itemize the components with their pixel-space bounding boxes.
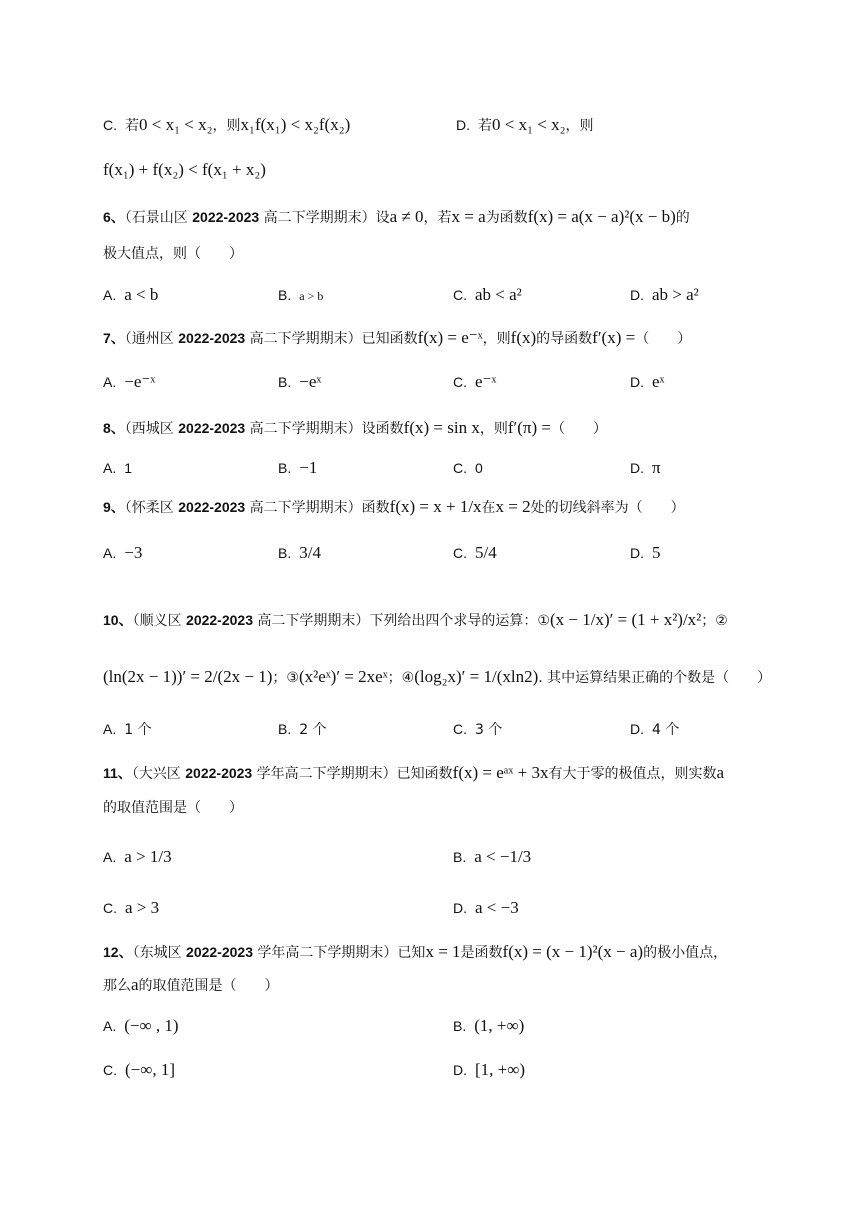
prev-option-d-expression: f(x₁) + f(x₂) < f(x₁ + x₂): [103, 160, 266, 179]
q12-option-b[interactable]: B. (1, +∞): [453, 1016, 525, 1035]
q6-option-c[interactable]: C. ab < a²: [453, 285, 522, 304]
q9-option-a[interactable]: A. −3: [103, 543, 143, 562]
question-10: 10、（顺义区 2022-2023 高二下学期期末）下列给出四个求导的运算：①(x − 1/x)′ = (1 + x²)/x²；②: [103, 610, 728, 629]
q9-option-b[interactable]: B. 3/4: [278, 543, 321, 562]
q6-option-d[interactable]: D. ab > a²: [630, 285, 699, 304]
q7-option-b[interactable]: B. −eˣ: [278, 372, 322, 391]
q8-option-a[interactable]: A. 1: [103, 460, 133, 476]
prev-option-c: C. 若0 < x₁ < x₂，则x₁f(x₁) < x₂f(x₂): [103, 115, 351, 134]
q7-option-a[interactable]: A. −e⁻ˣ: [103, 372, 156, 391]
question-11-cont: 的取值范围是（ ）: [103, 800, 243, 816]
q6-option-b[interactable]: B. a > b: [278, 287, 324, 303]
prev-option-d: D. 若0 < x₁ < x₂，则: [456, 115, 594, 134]
q10-option-b[interactable]: B. 2 个: [278, 721, 327, 738]
q11-option-b[interactable]: B. a < −1/3: [453, 847, 532, 866]
q12-option-c[interactable]: C. (−∞, 1]: [103, 1060, 176, 1079]
question-9: 9、（怀柔区 2022-2023 高二下学期期末）函数f(x) = x + 1/x在x = 2处的切线斜率为（ ）: [103, 497, 685, 516]
q9-option-d[interactable]: D. 5: [630, 543, 661, 562]
q11-option-a[interactable]: A. a > 1/3: [103, 847, 172, 866]
q8-option-c[interactable]: C. 0: [453, 460, 483, 476]
question-12: 12、（东城区 2022-2023 学年高二下学期期末）已知x = 1是函数f(x) = (x − 1)²(x − a)的极小值点，: [103, 942, 728, 961]
q10-option-c[interactable]: C. 3 个: [453, 721, 503, 738]
q10-option-a[interactable]: A. 1 个: [103, 721, 152, 738]
q7-option-d[interactable]: D. eˣ: [630, 372, 665, 391]
q12-option-a[interactable]: A. (−∞ , 1): [103, 1016, 179, 1035]
q8-option-b[interactable]: B. −1: [278, 458, 318, 477]
question-11: 11、（大兴区 2022-2023 学年高二下学期期末）已知函数f(x) = eᵃˣ + 3x有大于零的极值点，则实数a: [103, 763, 724, 782]
question-10-cont: (ln(2x − 1))′ = 2/(2x − 1)；③(x²eˣ)′ = 2xeˣ；④(log₂x)′ = 1/(xln2). 其中运算结果正确的个数是（ ）: [103, 667, 772, 686]
question-12-cont: 那么a的取值范围是（ ）: [103, 975, 279, 994]
question-8: 8、（西城区 2022-2023 高二下学期期末）设函数f(x) = sin x，则f′(π) =（ ）: [103, 418, 607, 437]
question-7: 7、（通州区 2022-2023 高二下学期期末）已知函数f(x) = e⁻ˣ，则f(x)的导函数f′(x) =（ ）: [103, 328, 692, 347]
q11-option-d[interactable]: D. a < −3: [453, 898, 519, 917]
q6-option-a[interactable]: A. a < b: [103, 285, 159, 304]
question-6-cont: 极大值点，则（ ）: [103, 246, 243, 262]
q7-option-c[interactable]: C. e⁻ˣ: [453, 372, 497, 391]
q10-option-d[interactable]: D. 4 个: [630, 721, 680, 738]
q8-option-d[interactable]: D. π: [630, 458, 661, 477]
question-6: 6、（石景山区 2022-2023 高二下学期期末）设a ≠ 0，若x = a为函数f(x) = a(x − a)²(x − b)的: [103, 207, 690, 226]
q9-option-c[interactable]: C. 5/4: [453, 543, 497, 562]
q11-option-c[interactable]: C. a > 3: [103, 898, 160, 917]
q12-option-d[interactable]: D. [1, +∞): [453, 1060, 526, 1079]
